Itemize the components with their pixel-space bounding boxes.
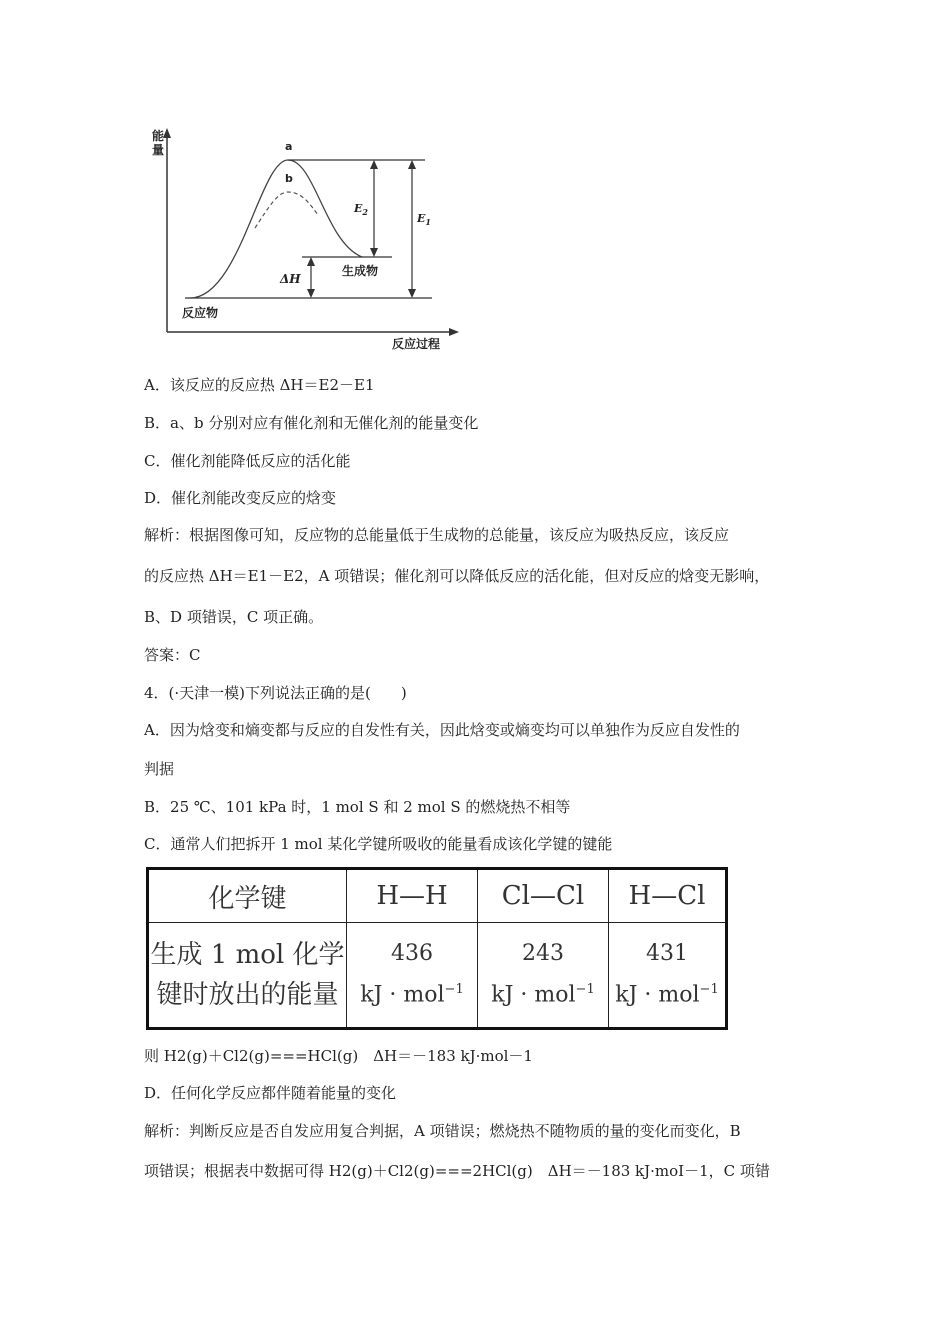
table-header-cell: H—Cl: [609, 869, 727, 923]
delta-h-label: ΔH: [280, 272, 301, 286]
table-cell: [478, 923, 609, 1029]
cell-value: 436: [391, 941, 433, 967]
cell-unit: kJ · mol$^{-1}$: [491, 982, 595, 1008]
delta-h-arrow-tail: [307, 257, 315, 266]
option-c: C．催化剂能降低反应的活化能: [144, 452, 351, 470]
e1-arrow-head: [408, 289, 416, 298]
analysis-2-line-2: 项错误；根据表中数据可得 H2(g)＋Cl2(g)===2HCl(g) ΔH＝－183 kJ·moI－1，C 项错: [144, 1162, 770, 1180]
question-4-option-d: D．任何化学反应都伴随着能量的变化: [144, 1084, 397, 1102]
product-label: 生成物: [342, 264, 379, 278]
answer: 答案：C: [144, 646, 201, 664]
question-4-option-c-equation: 则 H2(g)＋Cl2(g)===HCl(g) ΔH＝－183 kJ·mol－1: [144, 1047, 533, 1065]
curve-a-label: a: [285, 140, 293, 153]
table-row-label: [148, 923, 347, 1029]
bond-energy-table: [146, 867, 728, 1030]
table-header-row: [148, 869, 727, 923]
cell-unit: kJ · mol$^{-1}$: [615, 982, 719, 1008]
e2-arrow-head: [370, 248, 378, 257]
reactant-label: 反应物: [182, 306, 219, 320]
energy-diagram: [130, 120, 460, 360]
option-d: D．催化剂能改变反应的焓变: [144, 489, 337, 507]
table-row: [148, 923, 727, 1029]
table-cell: [347, 923, 478, 1029]
table-header-cell: H—H: [347, 869, 478, 923]
y-axis-label-2: 量: [152, 143, 165, 157]
question-4-option-b: B．25 ℃、101 kPa 时，1 mol S 和 2 mol S 的燃烧热不相等: [144, 798, 571, 816]
x-axis-label: 反应过程: [392, 337, 441, 351]
analysis-1-line-2: 的反应热 ΔH＝E1－E2，A 项错误；催化剂可以降低反应的活化能，但对反应的焓变无影响，: [144, 567, 770, 585]
table-cell: [609, 923, 727, 1029]
cell-unit: kJ · mol$^{-1}$: [360, 982, 464, 1008]
cell-value: 243: [522, 941, 564, 967]
analysis-1-line-3: B、D 项错误，C 项正确。: [144, 608, 324, 626]
question-4-option-c: C．通常人们把拆开 1 mol 某化学键所吸收的能量看成该化学键的键能: [144, 835, 613, 853]
curve-b-label: b: [285, 172, 293, 185]
option-b: B．a、b 分别对应有催化剂和无催化剂的能量变化: [144, 414, 479, 432]
x-axis-arrow: [449, 328, 459, 336]
analysis-1-line-1: 解析：根据图像可知，反应物的总能量低于生成物的总能量，该反应为吸热反应，该反应: [144, 526, 730, 544]
e1-arrow-tail: [408, 160, 416, 169]
e1-label: $E_1$: [417, 212, 431, 227]
y-axis-arrow: [163, 128, 171, 138]
cell-value: 431: [646, 941, 688, 967]
analysis-2-line-1: 解析：判断反应是否自发应用复合判据，A 项错误；燃烧热不随物质的量的变化而变化，B: [144, 1122, 741, 1140]
option-a: A．该反应的反应热 ΔH＝E2－E1: [144, 376, 375, 394]
row-label-line: 生成 1 mol 化学: [150, 940, 345, 970]
table-header-cell: 化学键: [148, 869, 347, 923]
table-header-cell: Cl—Cl: [478, 869, 609, 923]
e2-arrow-tail: [370, 160, 378, 169]
row-label-line: 键时放出的能量: [156, 980, 339, 1010]
question-4-option-a-line-2: 判据: [144, 760, 175, 778]
question-4-option-a-line-1: A．因为焓变和熵变都与反应的自发性有关，因此焓变或熵变均可以单独作为反应自发性的: [144, 721, 740, 739]
curve-b: [255, 192, 318, 228]
e2-label: $E_2$: [354, 202, 368, 217]
delta-h-arrow-head: [307, 289, 315, 298]
curve-a: [190, 160, 362, 298]
y-axis-label-1: 能: [152, 129, 165, 143]
question-4: 4．(·天津一模)下列说法正确的是( ): [144, 684, 407, 702]
